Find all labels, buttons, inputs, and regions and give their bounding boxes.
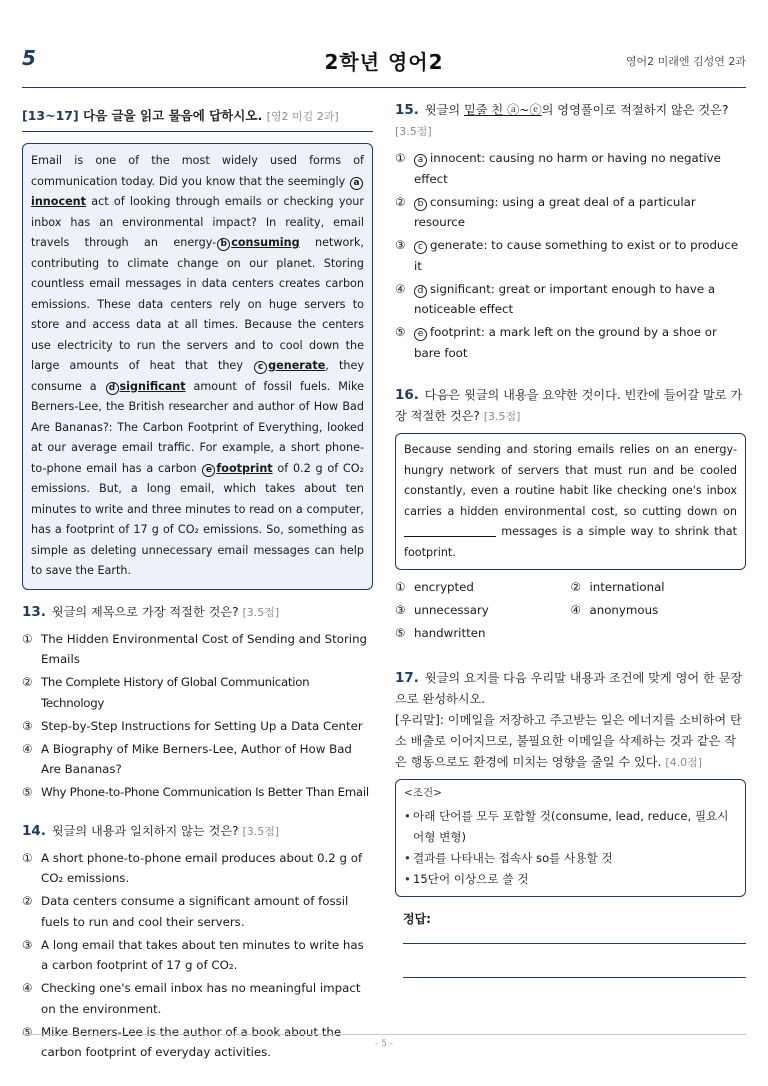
conditions-box bbox=[395, 779, 746, 897]
section-heading bbox=[22, 106, 373, 132]
question-14 bbox=[22, 821, 373, 1063]
footer-page-number: - 5 - bbox=[375, 1039, 393, 1049]
q14-option-2[interactable]: ② Data centers consume a significant amount of fossil fuels to run and cool their servers. bbox=[22, 894, 349, 929]
marker-d: d bbox=[106, 382, 119, 395]
exam-title: 2학년 영어2 bbox=[324, 50, 444, 74]
question-15 bbox=[395, 100, 746, 363]
q14-option-5[interactable]: ⑤ Mike Berners-Lee is the author of a book about the carbon footprint of everyday activities. bbox=[22, 1024, 342, 1059]
marker-e: e bbox=[414, 328, 427, 341]
question-15-number: 15. bbox=[395, 102, 419, 118]
left-column bbox=[22, 106, 373, 1065]
marker-c: c bbox=[254, 361, 267, 374]
q13-option-1[interactable]: ① The Hidden Environmental Cost of Sending and Storing Emails bbox=[22, 631, 368, 666]
right-column bbox=[395, 100, 746, 978]
question-13 bbox=[22, 602, 373, 803]
question-16 bbox=[395, 385, 746, 646]
q13-option-3[interactable]: ③ Step-by-Step Instructions for Setting Up a Data Center bbox=[22, 718, 363, 733]
question-13-title bbox=[22, 602, 373, 623]
question-16-title bbox=[395, 385, 746, 427]
keyword-innocent: innocent bbox=[31, 195, 86, 208]
passage-text: , they consume a bbox=[31, 359, 365, 393]
answer-label: 정답: bbox=[403, 912, 431, 926]
summary-box bbox=[395, 433, 746, 570]
korean-content: [우리말]: 이메일을 저장하고 주고받는 일은 에너지를 소비하여 탄소 배출로 이어지므로, 불필요한 이메일을 삭제하는 것과 같은 작은 행동으로도 환경에 미치는 영향을 줄일 수 있다. bbox=[395, 713, 742, 769]
condition-item: • 아래 단어를 모두 포함할 것(consume, lead, reduce, 필요시 어형 변형) bbox=[404, 809, 729, 844]
q16-option-4[interactable]: ④ anonymous bbox=[570, 603, 659, 617]
passage-text: network, contributing to climate change on our planet. Storing countless email messages in data centers creates carbon emissions. These data centers rely on huge servers to store and access data at all times. Because the centers use electricity to run the servers and to cool down the large amounts of heat that they bbox=[31, 236, 364, 372]
q16-option-3[interactable]: ③ unnecessary bbox=[395, 603, 489, 617]
page-header bbox=[22, 44, 746, 88]
question-14-title bbox=[22, 821, 373, 842]
keyword-generate: generate bbox=[268, 359, 326, 372]
answer-line-2[interactable] bbox=[403, 944, 746, 978]
answer-line-1[interactable] bbox=[403, 930, 746, 944]
marker-b: b bbox=[414, 198, 427, 211]
question-16-points: [3.5점] bbox=[483, 410, 521, 423]
question-16-number: 16. bbox=[395, 387, 419, 403]
section-tag: [영2 미김 2과] bbox=[266, 110, 339, 123]
question-13-number: 13. bbox=[22, 603, 46, 620]
section-instruction: 다음 글을 읽고 물음에 답하시오. bbox=[83, 108, 263, 123]
q14-option-4[interactable]: ④ Checking one's email inbox has no meaningful impact on the environment. bbox=[22, 981, 361, 1016]
question-14-text: 윗글의 내용과 일치하지 않는 것은? bbox=[51, 823, 239, 838]
summary-text-end: messages is a simple way to shrink that footprint. bbox=[404, 525, 738, 559]
passage-text: amount of fossil fuels. Mike Berners-Lee, the British researcher and author of How Bad Are Bananas?: The Carbon Footprint of Everything, looked at our average email traffic. For example, a short phone-to-phone email has a carbon bbox=[31, 379, 364, 475]
page-number: 5 bbox=[22, 46, 36, 70]
question-16-text: 다음은 윗글의 내용을 요약한 것이다. 빈칸에 들어갈 말로 가장 적절한 것은? bbox=[395, 388, 743, 423]
question-17-points: [4.0점] bbox=[665, 756, 703, 769]
summary-blank bbox=[404, 524, 496, 537]
marker-d: d bbox=[414, 285, 427, 298]
reading-passage bbox=[22, 143, 373, 590]
passage-text: of 0.2 g of CO₂ emissions. But, a long email, which takes about ten minutes to write and three minutes to read on a computer, has a footprint of 17 g of CO₂ emissions. So, something as simple as deleting unnecessary email messages can help to save the Earth. bbox=[31, 461, 364, 577]
q15-option-3[interactable]: ③ c generate: to cause something to exist or to produce it bbox=[395, 238, 739, 273]
passage-text: Email is one of the most widely used forms of communication today. Did you know that the seemingly bbox=[31, 154, 364, 188]
q15-option-4[interactable]: ④ d significant: great or important enough to have a noticeable effect bbox=[395, 281, 716, 316]
marker-c: c bbox=[414, 241, 427, 254]
q13-option-2[interactable]: ② The Complete History of Global Communication Technology bbox=[22, 675, 310, 710]
question-17-korean bbox=[395, 710, 746, 773]
question-15-title bbox=[395, 100, 746, 142]
keyword-significant: significant bbox=[119, 379, 186, 393]
q16-option-1[interactable]: ① encrypted bbox=[395, 580, 474, 594]
q16-option-5[interactable]: ⑤ handwritten bbox=[395, 626, 486, 640]
question-13-text: 윗글의 제목으로 가장 적절한 것은? bbox=[51, 604, 239, 619]
question-17 bbox=[395, 668, 746, 978]
q16-option-2[interactable]: ② international bbox=[570, 580, 665, 594]
question-14-points: [3.5점] bbox=[242, 824, 280, 838]
passage-text: act of looking through emails or checking your inbox has an environmental impact? In reality, email travels through an energy- bbox=[31, 195, 364, 249]
condition-item: • 결과를 나타내는 접속사 so를 사용할 것 bbox=[404, 851, 613, 865]
question-range: [13~17] bbox=[22, 108, 79, 123]
keyword-consuming: consuming bbox=[231, 236, 300, 249]
q14-option-1[interactable]: ① A short phone-to-phone email produces about 0.2 g of CO₂ emissions. bbox=[22, 850, 363, 885]
q14-option-3[interactable]: ③ A long email that takes about ten minutes to write has a carbon footprint of 17 g of CO₂. bbox=[22, 937, 364, 972]
marker-e: e bbox=[202, 464, 215, 477]
question-15-text-post: 의 영영풀이로 적절하지 않은 것은? bbox=[541, 103, 729, 117]
q13-option-4[interactable]: ④ A Biography of Mike Berners-Lee, Author of How Bad Are Bananas? bbox=[22, 741, 352, 776]
condition-item: • 15단어 이상으로 쓸 것 bbox=[404, 872, 529, 886]
question-17-number: 17. bbox=[395, 670, 419, 686]
keyword-footprint: footprint bbox=[216, 461, 273, 475]
q15-option-1[interactable]: ① a innocent: causing no harm or having no negative effect bbox=[395, 151, 721, 186]
marker-b: b bbox=[217, 238, 230, 251]
question-13-points: [3.5점] bbox=[242, 605, 280, 619]
exam-info: 영어2 미래엔 김성연 2과 bbox=[625, 55, 746, 68]
marker-a: a bbox=[414, 154, 427, 167]
summary-text: Because sending and storing emails relies on an energy-hungry network of servers that must run and be cooled constantly, even a routine habit like checking one's inbox carries a hidden environmental cost, so cutting down on bbox=[404, 443, 737, 518]
marker-a: a bbox=[350, 177, 363, 190]
q15-option-2[interactable]: ② b consuming: using a great deal of a particular resource bbox=[395, 194, 696, 229]
q15-option-5[interactable]: ⑤ e footprint: a mark left on the ground by a shoe or bare foot bbox=[395, 325, 717, 360]
conditions-heading: <조건> bbox=[404, 787, 442, 799]
footer-divider bbox=[22, 1034, 746, 1035]
question-15-points: [3.5점] bbox=[395, 125, 432, 138]
question-15-underlined-text: 밑줄 친 ⓐ~ⓔ bbox=[464, 103, 542, 117]
question-17-title bbox=[395, 668, 746, 710]
q16-options bbox=[395, 577, 746, 646]
question-17-text: 윗글의 요지를 다음 우리말 내용과 조건에 맞게 영어 한 문장으로 완성하시오. bbox=[395, 671, 743, 706]
question-15-text: 윗글의 bbox=[424, 103, 461, 117]
question-14-number: 14. bbox=[22, 822, 46, 839]
q13-option-5[interactable]: ⑤ Why Phone-to-Phone Communication Is Better Than Email bbox=[22, 785, 369, 799]
